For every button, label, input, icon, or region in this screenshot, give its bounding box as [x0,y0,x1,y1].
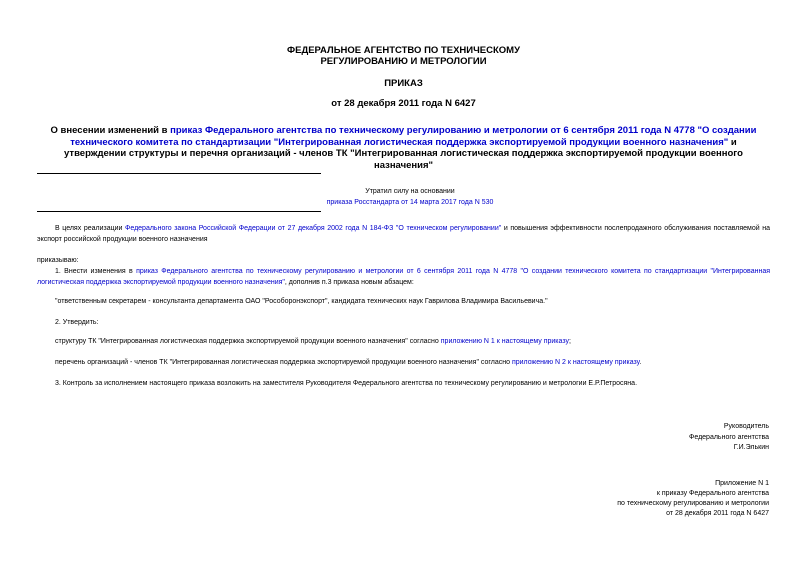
signature-name: Г.И.Элькин [733,444,769,451]
appendix-2-link[interactable]: приложению N 2 к настоящему приказу [511,359,640,366]
item-1-suffix: , дополнив п.3 приказа новым абзацем: [284,278,414,286]
item-3-paragraph: 3. Контроль за исполнением настоящего приказа возложить на заместителя Руководителя Федерального агентства по техническому регулированию и метрологии Е.Р.Петросяна. [55,380,638,387]
order-date: от 28 декабря 2011 года N 6427 [331,98,476,109]
title-suffix: и утверждении структуры и перечня организаций - членов ТК "Интегрированная логистическая поддержка экспортируемой продукции военного назначения" [64,136,743,171]
intro-prefix: В целях реализации [55,225,126,232]
item-1-prefix: 1. Внести изменения в [55,268,137,275]
item-1-paragraph [37,267,770,288]
list-paragraph [37,358,770,369]
lost-force-note [300,186,520,208]
item-2-paragraph: 2. Утвердить: [55,319,99,326]
signature-title: Руководитель [723,423,769,430]
appendix-ref-date: от 28 декабря 2011 года N 6427 [666,510,769,517]
list-suffix: . [639,359,642,366]
intro-paragraph [37,224,770,245]
appendix-ref-line2: по техническому регулированию и метрологии [617,500,769,507]
appendix-block [469,479,769,519]
appendix-ref-line1: к приказу Федерального агентства [656,490,769,497]
federal-law-link[interactable]: Федерального закона Российской Федерации от 27 декабря 2002 года N 184-ФЗ "О техническом регулировании" [125,225,502,232]
lost-force-label: Утратил силу на основании [365,188,455,195]
list-prefix: перечень организаций - членов ТК "Интегрированная логистическая поддержка экспортируемой продукции военного назначения" согласно [55,359,512,366]
quote-paragraph: "ответственным секретарем - консультанта департамента ОАО "Рособоронэкспорт", кандидата технических наук Гаврилова Владимира Васильевича." [55,298,548,305]
order-heading: ПРИКАЗ [384,78,423,89]
lost-force-link[interactable]: приказа Росстандарта от 14 марта 2017 года N 530 [326,199,494,206]
agency-header [0,45,807,67]
agency-name-line2: РЕГУЛИРОВАНИЮ И МЕТРОЛОГИИ [320,56,487,67]
structure-paragraph [37,337,770,348]
title-link-order-4778[interactable]: приказ Федерального агентства по техническому регулированию и метрологии от 6 сентября 2011 года N 4778 "О создании технического комитета по стандартизации "Интегрированная логистическая поддержка экспортируемой продукции военного назначения" [70,125,757,148]
document-title [40,125,767,171]
intro-suffix: и повышения эффективности послепродажного обслуживания поставляемой на экспорт российской продукции военного назначения [37,225,770,243]
divider-bottom [37,211,321,212]
item-1-order-link[interactable]: приказ Федерального агентства по техническому регулированию и метрологии от 6 сентября 2011 года N 4778 "О создании технического комитета по стандартизации "Интегрированная логистическая поддержка экспортируемой продукции военного назначения" [37,268,770,286]
agency-name-line1: ФЕДЕРАЛЬНОЕ АГЕНТСТВО ПО ТЕХНИЧЕСКОМУ [287,45,520,56]
structure-suffix: ; [568,338,571,345]
divider-top [37,173,321,174]
appendix-1-link[interactable]: приложению N 1 к настоящему приказу [440,338,569,345]
appendix-number: Приложение N 1 [715,480,769,487]
structure-prefix: структуру ТК "Интегрированная логистическая поддержка экспортируемой продукции военного назначения" согласно [55,338,441,345]
signature-agency: Федерального агентства [689,433,769,441]
title-prefix: О внесении изменений в [50,125,171,136]
signature-block [469,422,769,454]
orders-word: приказываю: [37,257,79,264]
